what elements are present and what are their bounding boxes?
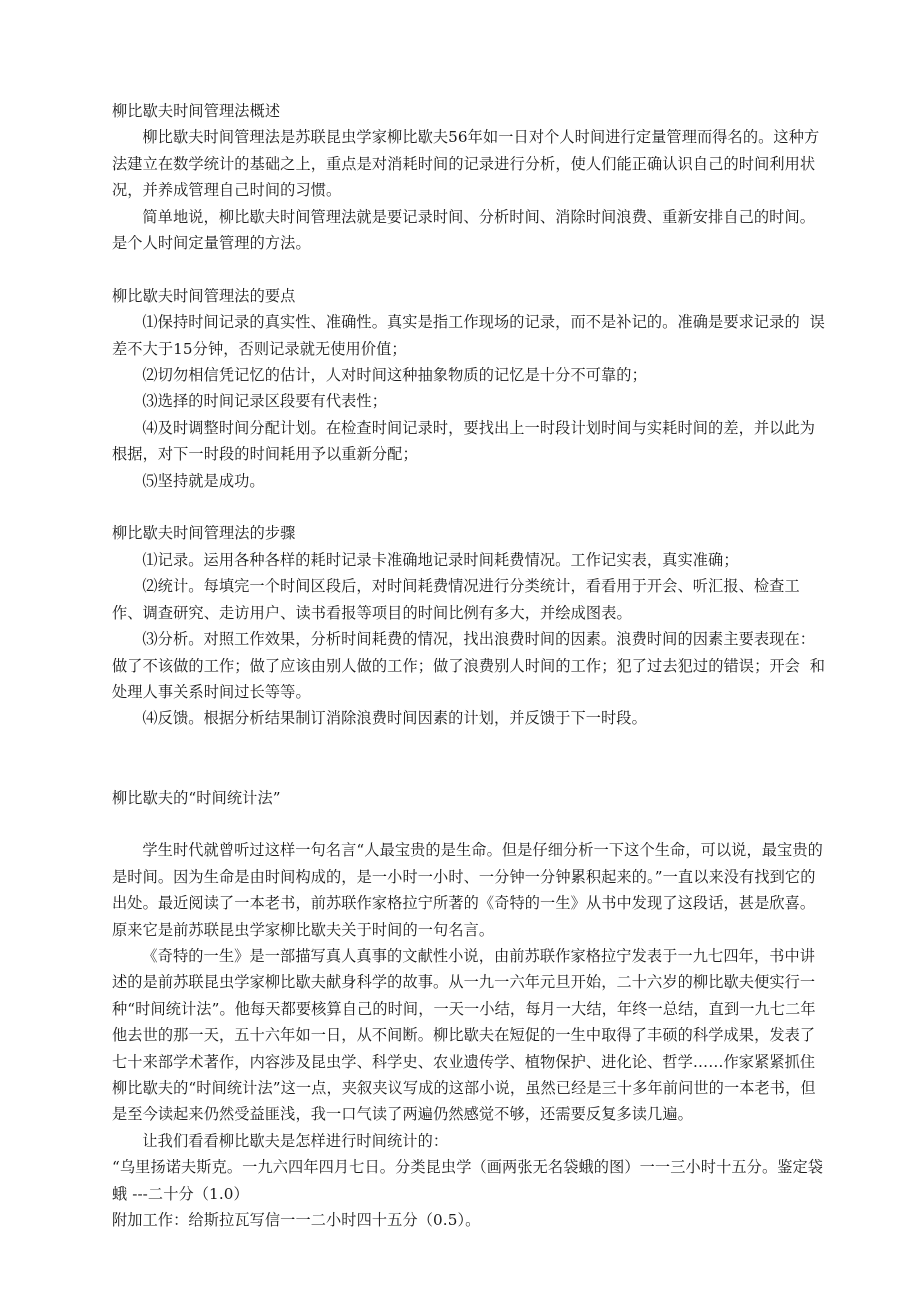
step-item-2: ⑵统计。每填完一个时间区段后，对时间耗费情况进行分类统计，看看用于开会、听汇报、检查工作、调查研究、走访用户、读书看报等项目的时间比例有多大，并绘成图表。 [112,577,800,622]
step-item-1: ⑴记录。运用各种各样的耗时记录卡准确地记录时间耗费情况。工作记实表，真实准确； [142,550,739,569]
key-point-item-5: ⑸坚持就是成功。 [142,471,265,490]
paragraph-time-statistics-3: 让我们看看柳比歇夫是怎样进行时间统计的： [142,1131,449,1150]
section-overview [112,98,830,256]
section-key-points [112,283,830,494]
document-body [112,98,830,1233]
section-heading-steps: 柳比歇夫时间管理法的步骤 [112,524,296,543]
key-point-item-4: ⑷及时调整时间分配计划。在检查时间记录时，要找出上一时段计划时间与实耗时间的差，并以此为根据，对下一时段的时间耗用予以重新分配； [112,418,816,464]
step-item-3: ⑶分析。对照工作效果，分析时间耗费的情况，找出浪费时间的因素。浪费时间的因素主要表现在： 做了不该做的工作；做了应该由别人做的工作；做了浪费别人时间的工作；犯了过去犯过的错误；开会 和处理人事关系时间过长等等。 [112,630,826,701]
spacer-after-time-statistics-heading [112,811,830,837]
spacer-after-overview [112,256,830,282]
section-heading-time-statistics: 柳比歇夫的“时间统计法” [112,788,281,807]
key-point-item-1: ⑴保持时间记录的真实性、准确性。真实是指工作现场的记录，而不是补记的。准确是要求记录的 误差不大于15分钟，否则记录就无使用价值； [112,313,825,358]
section-steps [112,520,830,731]
spacer-steps-2 [112,758,830,784]
section-time-statistics [112,785,830,1234]
key-point-item-3: ⑶选择的时间记录区段要有代表性； [142,392,387,411]
paragraph-time-statistics-1: 学生时代就曾听过这样一句名言“人最宝贵的是生命。但是仔细分析一下这个生命，可以说，最宝贵的是时间。因为生命是由时间构成的，是一小时一小时、一分钟一分钟累积起来的。”一直以来没有找到它的出处。最近阅读了一本老书，前苏联作家格拉宁所著的《奇特的一生》从书中发现了这段话，甚是欣喜。原来它是前苏联昆虫学家柳比歇夫关于时间的一句名言。 [112,841,823,939]
key-point-item-2: ⑵切勿相信凭记忆的估计，人对时间这种抽象物质的记忆是十分不可靠的； [142,366,647,385]
diary-entry-line-2: 附加工作：给斯拉瓦写信一一二小时四十五分（0.5）。 [112,1210,481,1229]
section-heading-key-points: 柳比歇夫时间管理法的要点 [112,286,296,305]
spacer-steps-1 [112,732,830,758]
step-item-4: ⑷反馈。根据分析结果制订消除浪费时间因素的计划，并反馈于下一时段。 [142,709,647,728]
spacer-after-key-points [112,494,830,520]
diary-entry-line-1: “乌里扬诺夫斯克。一九六四年四月七日。分类昆虫学（画两张无名袋蛾的图）一一三小时十五分。鉴定袋蛾 ---二十分（1.0） [112,1158,824,1203]
paragraph-time-statistics-2: 《奇特的一生》是一部描写真人真事的文献性小说，由前苏联作家格拉宁发表于一九七四年，书中讲述的是前苏联昆虫学家柳比歇夫献身科学的故事。从一九一六年元旦开始，二十六岁的柳比歇夫便实行一种“时间统计法”。他每天都要核算自己的时间，一天一小结，每月一大结，年终一总结，直到一九七二年他去世的那一天，五十六年如一日，从不间断。柳比歇夫在短促的一生中取得了丰硕的科学成果，发表了七十来部学术著作，内容涉及昆虫学、科学史、农业遗传学、植物保护、进化论、哲学……作家紧紧抓住柳比歇夫的“时间统计法”这一点，夹叙夹议写成的这部小说，虽然已经是三十多年前问世的一本老书，但是至今读起来仍然受益匪浅，我一口气读了两遍仍然感觉不够，还需要反复多读几遍。 [112,946,816,1124]
paragraph-overview-2: 简单地说，柳比歇夫时间管理法就是要记录时间、分析时间、消除时间浪费、重新安排自己的时间。 是个人时间定量管理的方法。 [112,207,825,253]
section-heading-overview: 柳比歇夫时间管理法概述 [112,102,281,120]
paragraph-overview-1: 柳比歇夫时间管理法是苏联昆虫学家柳比歇夫56年如一日对个人时间进行定量管理而得名的。这种方法建立在数学统计的基础之上，重点是对消耗时间的记录进行分析，使人们能正确认识自己的时间利用状况，并养成管理自己时间的习惯。 [112,128,820,200]
